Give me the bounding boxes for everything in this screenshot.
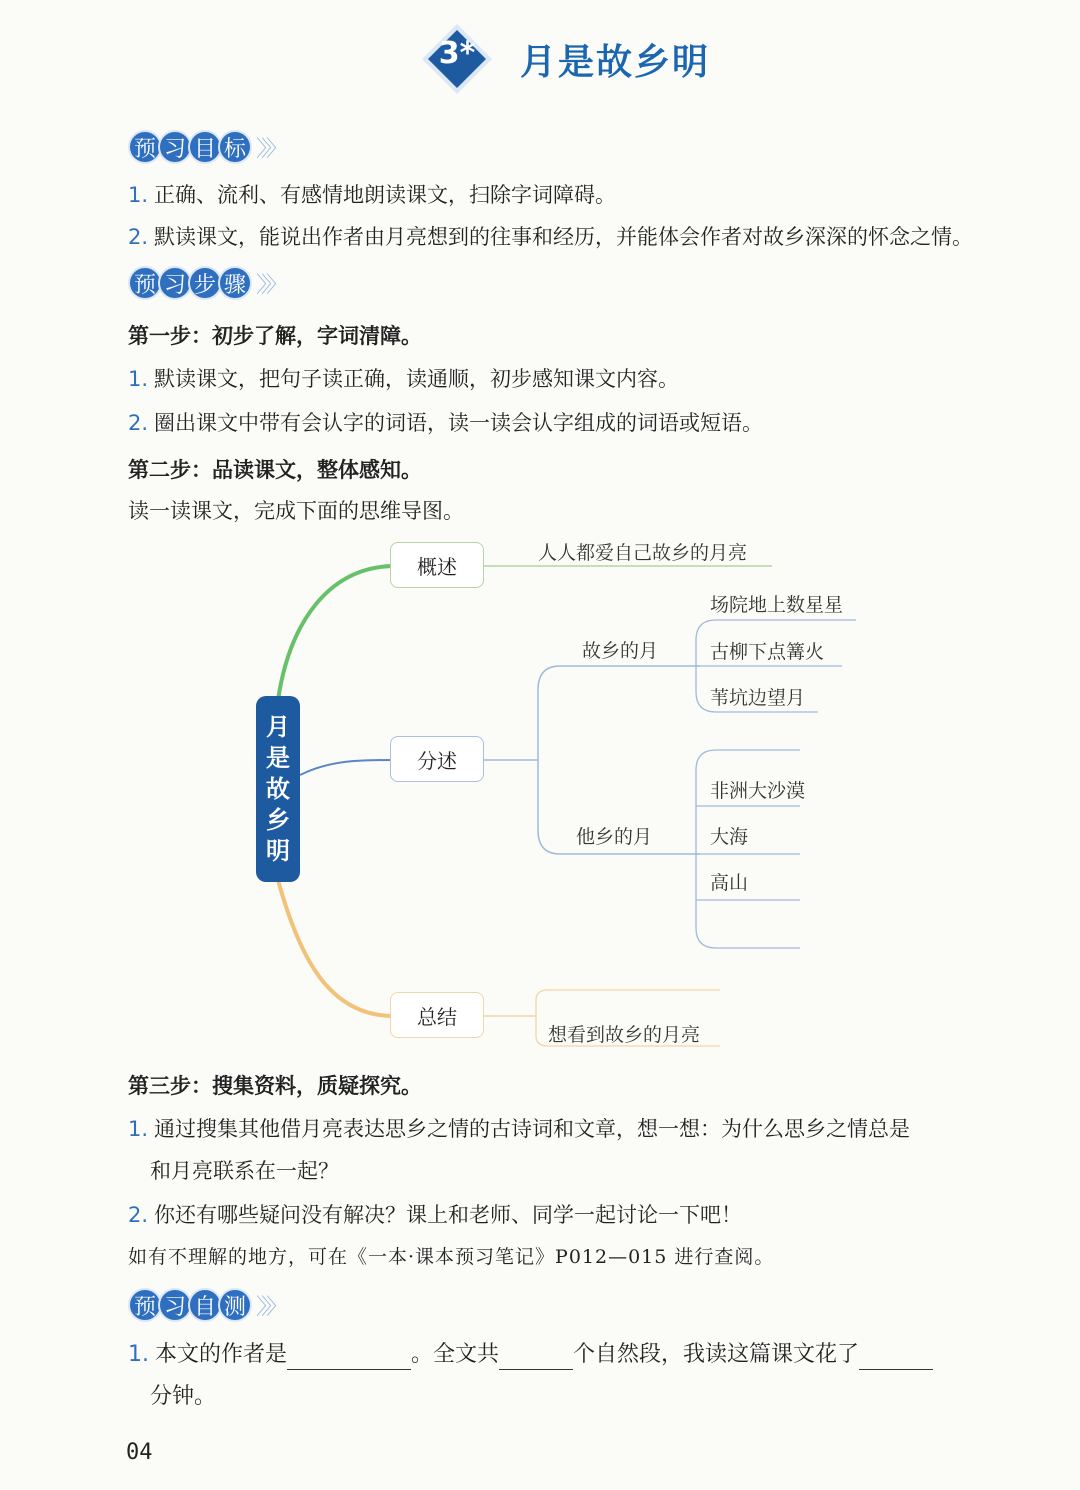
question-text: 个自然段，我读这篇课文花了 xyxy=(573,1342,860,1367)
page-number: 04 xyxy=(126,1440,153,1465)
home-moon-item: 场院地上数星星 xyxy=(710,594,844,616)
pill-char: 预 xyxy=(128,266,162,300)
pill-char: 标 xyxy=(218,130,252,164)
step2-intro: 读一读课文，完成下面的思维导图。 xyxy=(128,499,464,523)
step3-item-1 xyxy=(128,1114,910,1144)
node-overview: 概述 xyxy=(390,542,484,588)
item-text: 圈出课文中带有会认字的词语，读一读会认字组成的词语或短语。 xyxy=(154,411,764,435)
center-char: 是 xyxy=(266,743,290,772)
center-char: 明 xyxy=(266,836,290,865)
other-moon-item: 大海 xyxy=(710,826,749,848)
home-moon-label: 故乡的月 xyxy=(582,640,659,662)
item-number: 1. xyxy=(128,1342,149,1367)
overview-text: 人人都爱自己故乡的月亮 xyxy=(538,542,748,564)
mindmap-center xyxy=(256,696,300,882)
item-text: 通过搜集其他借月亮表达思乡之情的古诗词和文章，想一想：为什么思乡之情总是 xyxy=(154,1117,911,1141)
pill-char: 习 xyxy=(158,1288,192,1322)
other-moon-label: 他乡的月 xyxy=(576,826,653,848)
step3-item-1-cont: 和月亮联系在一起？ xyxy=(150,1159,339,1183)
selftest-question-1 xyxy=(128,1340,933,1370)
item-number: 2. xyxy=(128,1203,149,1227)
item-text: 你还有哪些疑问没有解决？课上和老师、同学一起讨论一下吧！ xyxy=(154,1203,743,1227)
center-char: 月 xyxy=(266,712,290,741)
chevron-right-icon: 〉〉〉 xyxy=(256,272,283,298)
other-moon-item: 非洲大沙漠 xyxy=(710,780,806,802)
chevron-right-icon: 〉〉〉 xyxy=(256,136,283,162)
center-char: 乡 xyxy=(266,805,290,834)
item-number: 1. xyxy=(128,183,149,207)
section-header-selftest xyxy=(128,1288,282,1322)
pill-char: 自 xyxy=(188,1288,222,1322)
author-blank[interactable] xyxy=(287,1345,411,1370)
question-text: 。全文共 xyxy=(411,1342,500,1367)
pill-char: 步 xyxy=(188,266,222,300)
question-text: 本文的作者是 xyxy=(155,1342,288,1367)
pill-char: 习 xyxy=(158,266,192,300)
selftest-question-1-cont: 分钟。 xyxy=(150,1384,217,1409)
step2-title: 第二步：品读课文，整体感知。 xyxy=(128,458,422,482)
reading-time-blank[interactable] xyxy=(859,1345,933,1370)
node-detail: 分述 xyxy=(390,736,484,782)
item-number: 2. xyxy=(128,225,149,249)
item-number: 1. xyxy=(128,367,149,391)
center-char: 故 xyxy=(266,774,290,803)
pill-char: 预 xyxy=(128,1288,162,1322)
step1-title: 第一步：初步了解，字词清障。 xyxy=(128,324,422,348)
pill-char: 目 xyxy=(188,130,222,164)
step3-title: 第三步：搜集资料，质疑探究。 xyxy=(128,1074,422,1098)
paragraph-count-blank[interactable] xyxy=(499,1345,573,1370)
pill-char: 骤 xyxy=(218,266,252,300)
lesson-number: 3* xyxy=(438,36,476,71)
chevron-right-icon: 〉〉〉 xyxy=(256,1294,283,1320)
reference-note: 如有不理解的地方，可在《一本·课本预习笔记》P012—015 进行查阅。 xyxy=(128,1246,775,1268)
home-moon-item: 古柳下点篝火 xyxy=(710,641,825,663)
summary-text: 想看到故乡的月亮 xyxy=(548,1024,701,1046)
node-summary: 总结 xyxy=(390,992,484,1038)
item-number: 2. xyxy=(128,411,149,435)
home-moon-item: 苇坑边望月 xyxy=(710,687,806,709)
item-text: 正确、流利、有感情地朗读课文，扫除字词障碍。 xyxy=(154,183,617,207)
pill-char: 习 xyxy=(158,130,192,164)
item-number: 1. xyxy=(128,1117,149,1141)
pill-char: 测 xyxy=(218,1288,252,1322)
step3-item-2 xyxy=(128,1200,742,1230)
item-text: 默读课文，能说出作者由月亮想到的往事和经历，并能体会作者对故乡深深的怀念之情。 xyxy=(154,225,974,249)
other-moon-item: 高山 xyxy=(710,872,749,894)
pill-char: 预 xyxy=(128,130,162,164)
page-title: 月是故乡明 xyxy=(520,42,711,83)
item-text: 默读课文，把句子读正确，读通顺，初步感知课文内容。 xyxy=(154,367,680,391)
